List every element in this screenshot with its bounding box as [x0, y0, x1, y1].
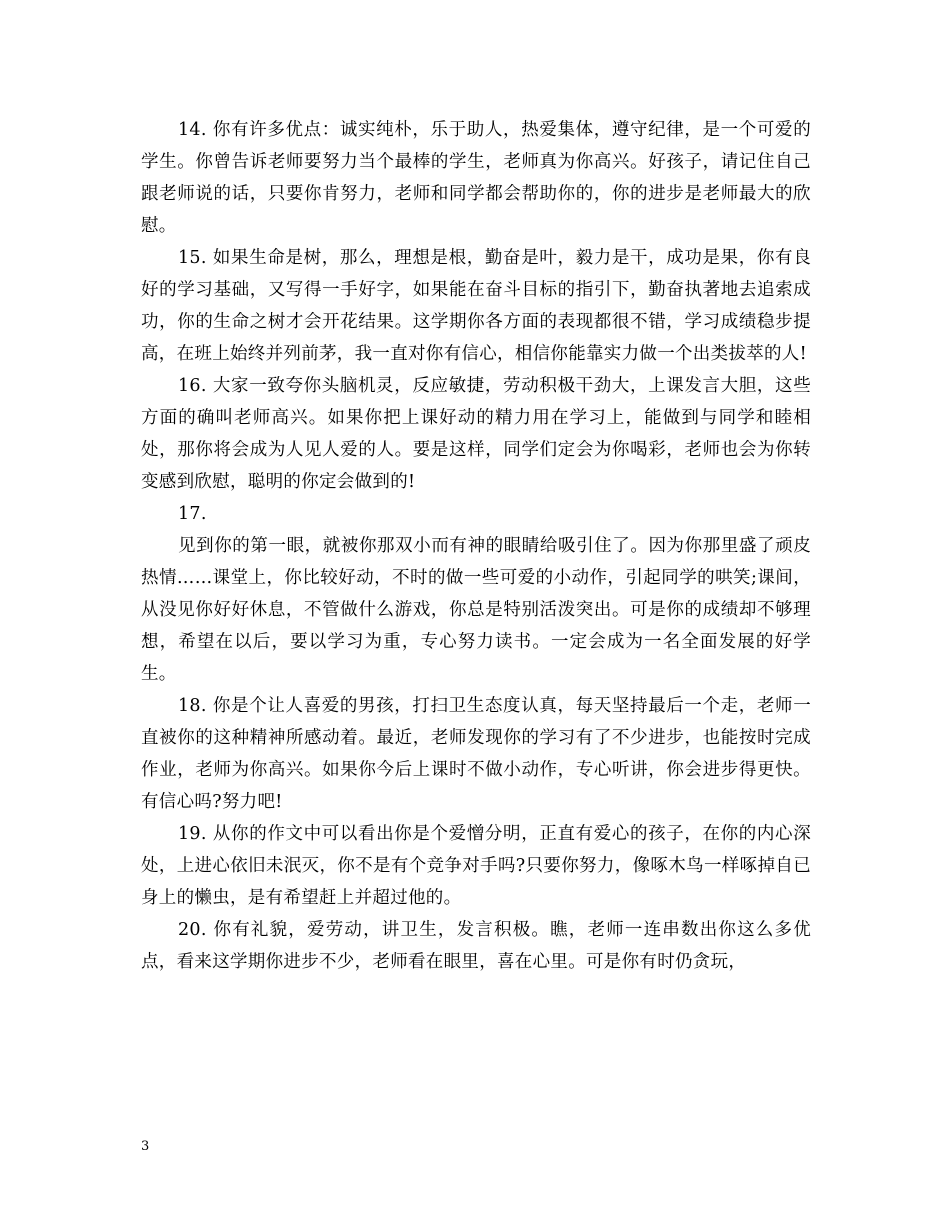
paragraph-comment-17: 见到你的第一眼，就被你那双小而有神的眼睛给吸引住了。因为你那里盛了顽皮热情……课堂上，你比较好动，不时的做一些可爱的小动作，引起同学的哄笑;课间，从没见你好好休息，不管做什么游戏，你总是特别活泼突出。可是你的成绩却不够理想，希望在以后，要以学习为重，专心努力读书。一定会成为一名全面发展的好学生。: [141, 536, 811, 684]
paragraph-comment-20: 20. 你有礼貌，爱劳动，讲卫生，发言积极。瞧，老师一连串数出你这么多优点，看来这学期你进步不少，老师看在眼里，喜在心里。可是你有时仍贪玩，: [141, 920, 811, 972]
paragraph-comment-15: 15. 如果生命是树，那么，理想是根，勤奋是叶，毅力是干，成功是果，你有良好的学习基础，又写得一手好字，如果能在奋斗目标的指引下，勤奋执著地去追索成功，你的生命之树才会开花结果。这学期你各方面的表现都很不错，学习成绩稳步提高，在班上始终并列前茅，我一直对你有信心，相信你能靠实力做一个出类拔萃的人!: [141, 248, 811, 364]
paragraph-comment-14: 14. 你有许多优点：诚实纯朴，乐于助人，热爱集体，遵守纪律，是一个可爱的学生。你曾告诉老师要努力当个最棒的学生，老师真为你高兴。好孩子，请记住自己跟老师说的话，只要你肯努力，老师和同学都会帮助你的，你的进步是老师最大的欣慰。: [141, 120, 811, 236]
paragraph-comment-16: 16. 大家一致夸你头脑机灵，反应敏捷，劳动积极干劲大，上课发言大胆，这些方面的确叫老师高兴。如果你把上课好动的精力用在学习上，能做到与同学和睦相处，那你将会成为人见人爱的人。要是这样，同学们定会为你喝彩，老师也会为你转变感到欣慰，聪明的你定会做到的!: [141, 376, 811, 492]
paragraph-comment-17-number: 17.: [178, 504, 207, 524]
page-number: 3: [141, 1139, 150, 1154]
paragraph-comment-18: 18. 你是个让人喜爱的男孩，打扫卫生态度认真，每天坚持最后一个走，老师一直被你的这种精神所感动着。最近，老师发现你的学习有了不少进步，也能按时完成作业，老师为你高兴。如果你今后上课时不做小动作，专心听讲，你会进步得更快。有信心吗?努力吧!: [141, 696, 811, 812]
document-body: [141, 114, 811, 978]
paragraph-comment-19: 19. 从你的作文中可以看出你是个爱憎分明，正直有爱心的孩子，在你的内心深处，上进心依旧未泯灭，你不是有个竞争对手吗?只要你努力，像啄木鸟一样啄掉自已身上的懒虫，是有希望赶上并超过他的。: [141, 824, 811, 908]
